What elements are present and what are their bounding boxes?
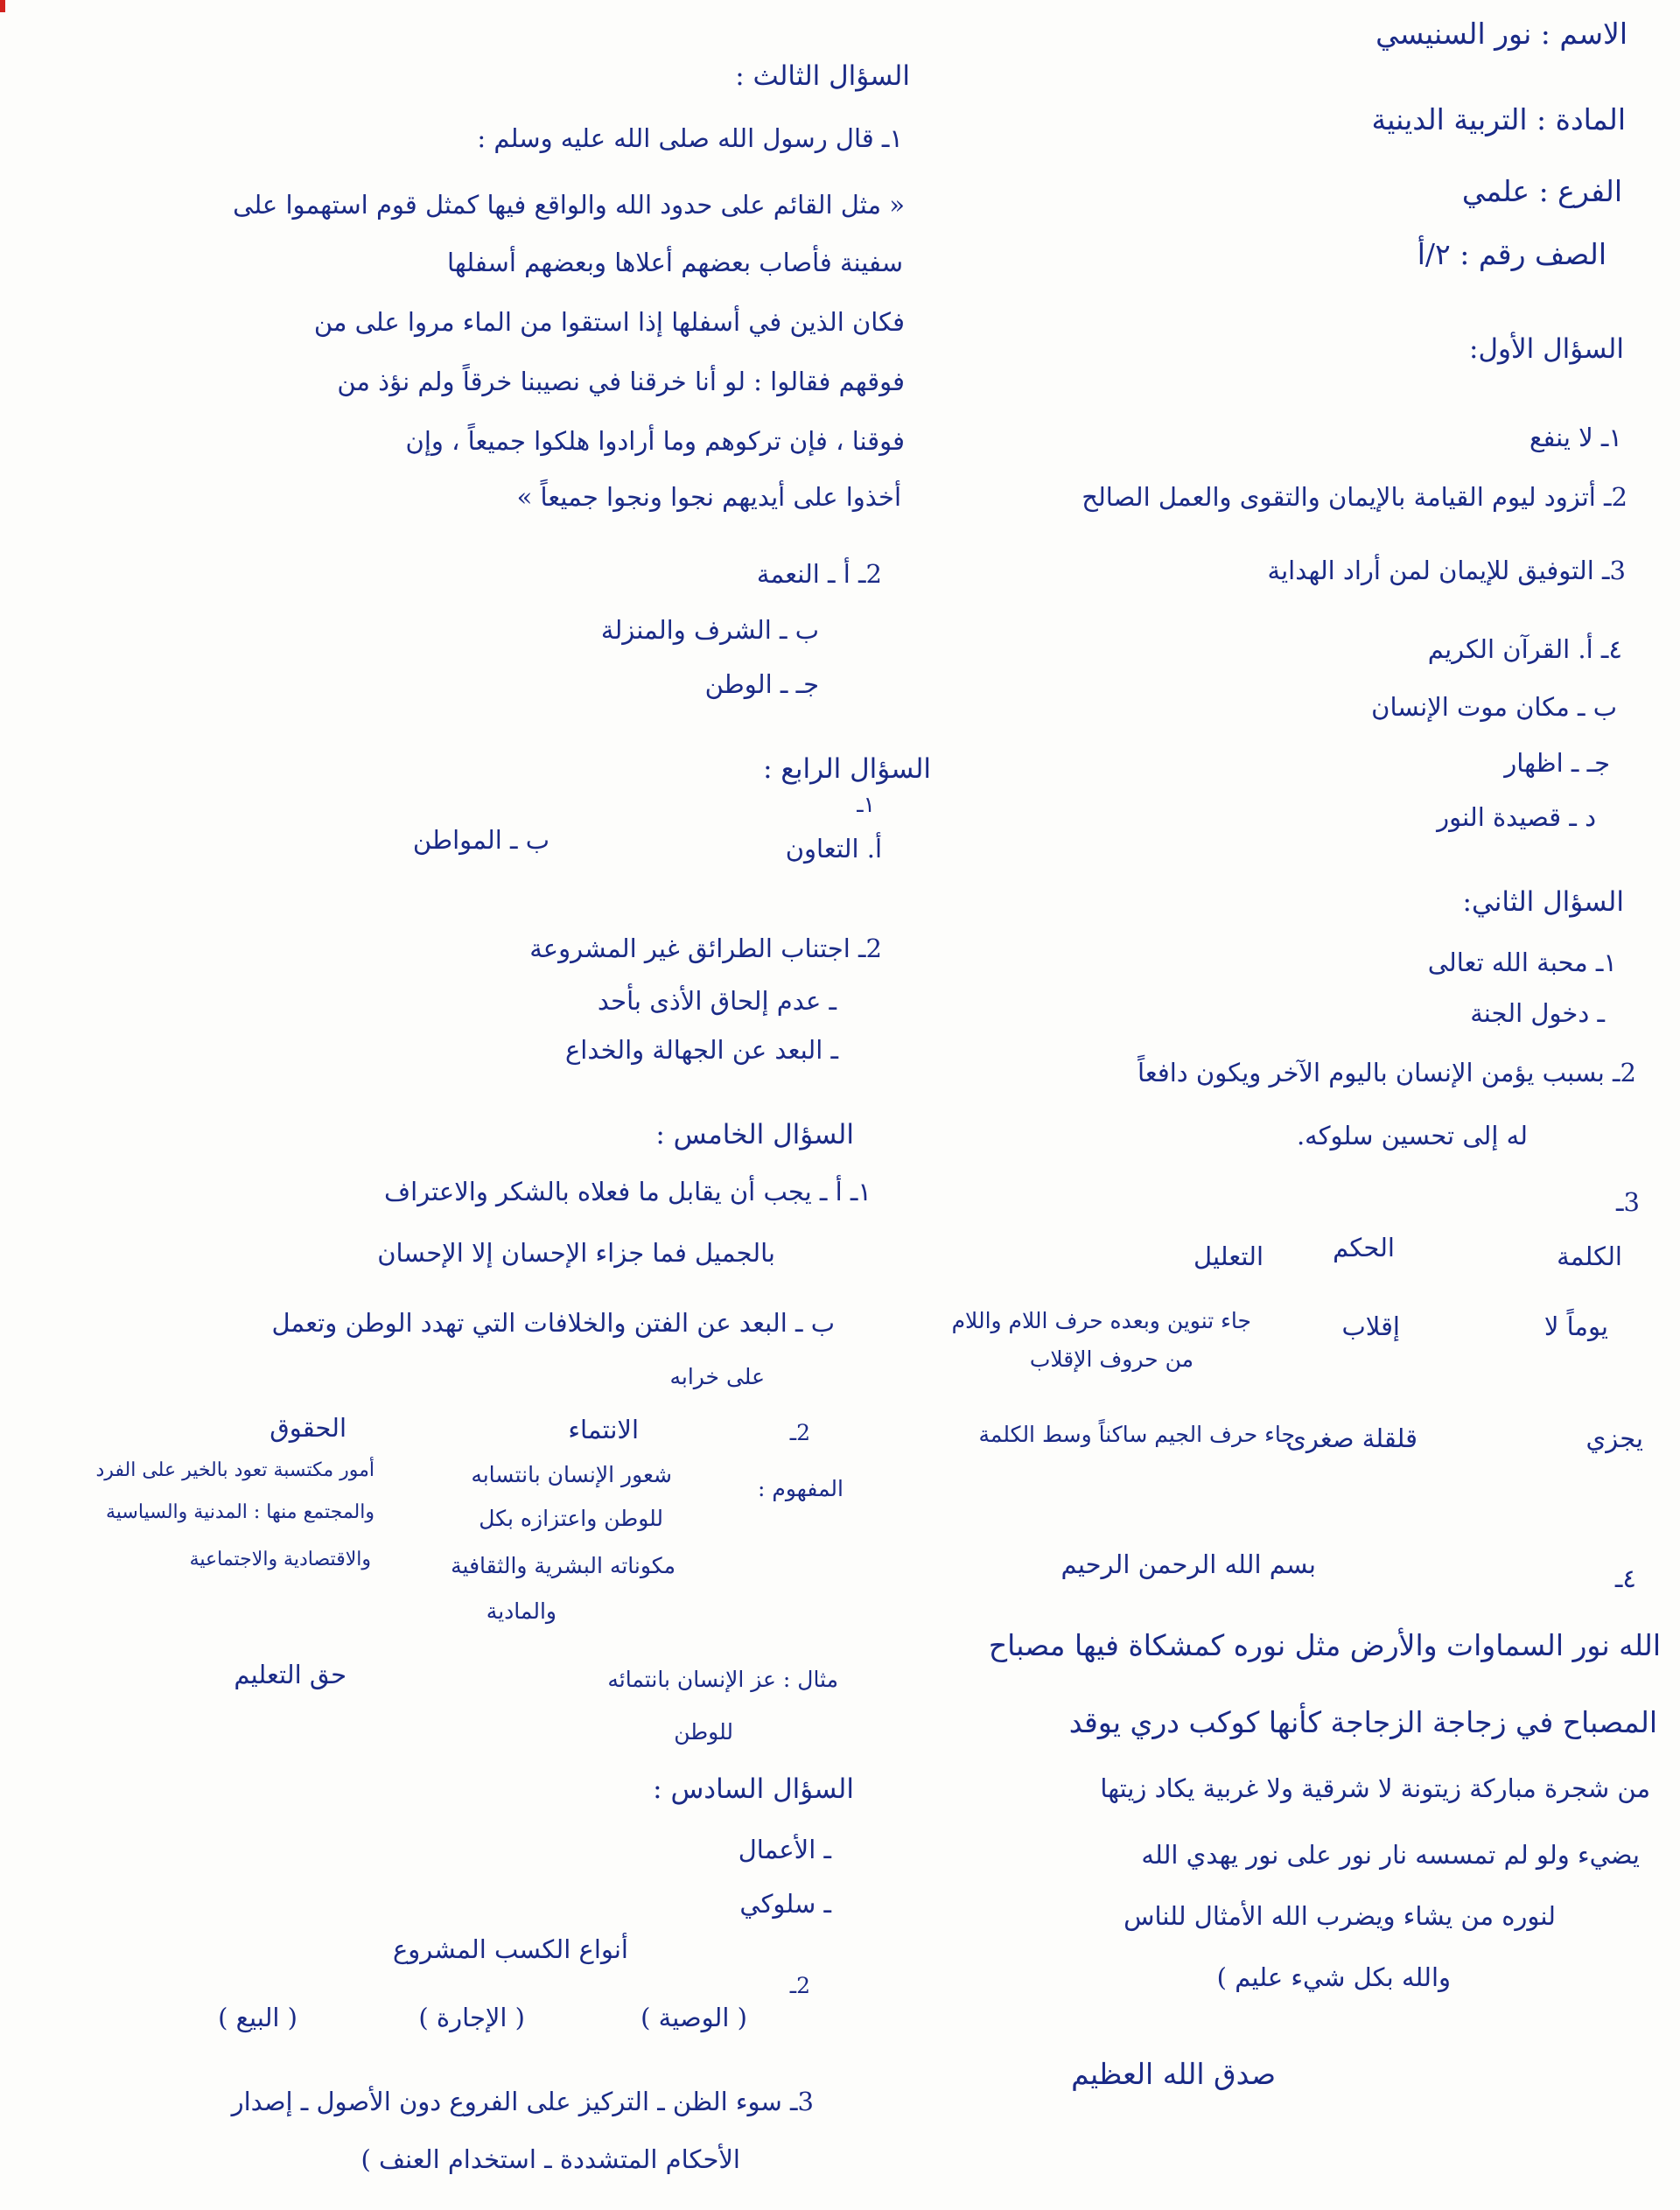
mafhum-label: المفهوم : — [758, 1476, 844, 1501]
mithal-huquq: حق التعليم — [234, 1660, 346, 1689]
mithal-intima-cont: للوطن — [674, 1719, 733, 1745]
hadith-line-5: فوقنا ، فإن تركوهم وما أرادوا هلكوا جميعاً ، وإن — [405, 426, 905, 456]
q2-title: السؤال الثاني: — [1462, 886, 1624, 918]
q5-answer-1b: ب ـ البعد عن الفتن والخلافات التي تهدد الوطن وتعمل — [271, 1308, 835, 1338]
table-row2-word: يجزي — [1586, 1423, 1643, 1453]
grade-line: الصف رقم : ٢/أ — [1417, 237, 1606, 271]
verse-line-6: والله بكل شيء عليم ) — [1216, 1962, 1451, 1992]
verse-line-3: من شجرة مباركة زيتونة لا شرقية ولا غربية يكاد زيتها — [1100, 1773, 1650, 1803]
q5-answer-2-number: 2ـ — [789, 1420, 810, 1445]
q4-answer-1a: أ. التعاون — [785, 834, 882, 864]
q4-answer-1b: ب ـ المواطن — [412, 825, 550, 855]
q2-answer-3-number: 3ـ — [1616, 1187, 1640, 1217]
intima-def-4: والمادية — [486, 1598, 556, 1624]
hadith-line-2: سفينة فأصاب بعضهم أعلاها وبعضهم أسفلها — [447, 248, 903, 277]
mithal-intima: مثال : عز الإنسان بانتمائه — [607, 1667, 838, 1692]
table-header-rule: الحكم — [1333, 1233, 1395, 1262]
hadith-line-4: فوقهم فقالوا : لو أنا خرقنا في نصيبنا خرقاً ولم نؤذ من — [337, 367, 905, 396]
q1-answer-4c: جـ ـ اظهار — [1504, 748, 1610, 778]
table-row2-rule: قلقلة صغرى — [1286, 1423, 1418, 1453]
verse-line-1: الله نور السماوات والأرض مثل نوره كمشكاة فيها مصباح — [988, 1628, 1661, 1662]
q5-title: السؤال الخامس : — [655, 1119, 854, 1150]
q5-answer-1a-cont: بالجميل فما جزاء الإحسان إلا الإحسان — [377, 1238, 775, 1268]
q2-answer-1b: ـ دخول الجنة — [1470, 998, 1605, 1028]
hadith-line-3: فكان الذين في أسفلها إذا استقوا من الماء مروا على من — [313, 307, 905, 337]
q3-answer-2c: جـ ـ الوطن — [704, 669, 819, 699]
huquq-def-2: والمجتمع منها : المدنية والسياسية — [106, 1501, 374, 1523]
table-row1-word: يوماً لا — [1544, 1311, 1608, 1341]
hadith-line-6: أخذوا على أيديهم نجوا ونجوا جميعاً » — [516, 482, 901, 512]
huquq-def-1: أمور مكتسبة تعود بالخير على الفرد — [95, 1459, 374, 1481]
q4-answer-1-number: ١ـ — [857, 792, 875, 817]
table-row1-reason: جاء تنوين وبعده حرف اللام واللام — [951, 1308, 1251, 1333]
student-name: الاسم : نور السنيسي — [1376, 17, 1628, 51]
basmala: بسم الله الرحمن الرحيم — [1060, 1549, 1316, 1579]
q4-answer-2b: ـ عدم إلحاق الأذى بأحد — [597, 986, 836, 1016]
table-col-intima: الانتماء — [568, 1415, 639, 1444]
huquq-def-3: والاقتصادية والاجتماعية — [189, 1549, 371, 1570]
verse-line-5: لنوره من يشاء ويضرب الله الأمثال للناس — [1124, 1901, 1556, 1931]
q6-answer-2-number: 2ـ — [789, 1973, 810, 1998]
q2-answer-2a: 2ـ بسبب يؤمن الإنسان باليوم الآخر ويكون دافعاً — [1138, 1058, 1636, 1088]
q6-answer-1b: ـ سلوكي — [739, 1889, 831, 1919]
q1-title: السؤال الأول: — [1469, 333, 1624, 365]
hadith-line-1: « مثل القائم على حدود الله والواقع فيها كمثل قوم استهموا على — [233, 190, 905, 220]
table-col-huquq: الحقوق — [270, 1413, 346, 1443]
q5-answer-1a: ١ـ أ ـ يجب أن يقابل ما فعلاه بالشكر والاعتراف — [384, 1177, 872, 1206]
table-row1-rule: إقلاب — [1341, 1311, 1400, 1341]
intima-def-2: للوطن واعتزازه بكل — [479, 1506, 663, 1531]
q6-answer-2-bay: ( البيع ) — [218, 2003, 298, 2032]
verse-line-2: المصباح في زجاجة الزجاجة كأنها كوكب دري يوقد — [1068, 1705, 1657, 1739]
q6-answer-2-ijara: ( الإجارة ) — [418, 2003, 525, 2032]
intima-def-1: شعور الإنسان بانتسابه — [471, 1462, 672, 1487]
branch-line: الفرع : علمي — [1461, 174, 1622, 208]
q6-title: السؤال السادس : — [653, 1773, 854, 1805]
q6-answer-3-cont: الأحكام المتشددة ـ استخدام العنف ) — [360, 2144, 740, 2174]
q1-answer-4d: د ـ قصيدة النور — [1437, 802, 1596, 832]
q1-answer-1: ١ـ لا ينفع — [1530, 423, 1622, 452]
table-row2-reason: جاء حرف الجيم ساكناً وسط الكلمة — [978, 1422, 1295, 1447]
table-header-word: الكلمة — [1557, 1241, 1622, 1271]
q3-answer-2b: ب ـ الشرف والمنزلة — [600, 615, 819, 645]
verse-line-4: يضيء ولو لم تمسسه نار نور على نور يهدي الله — [1141, 1840, 1640, 1870]
q6-answer-2-wasiya: ( الوصية ) — [640, 2003, 747, 2032]
q6-answer-3: 3ـ سوء الظن ـ التركيز على الفروع دون الأصول ـ إصدار — [231, 2087, 814, 2116]
q1-answer-4a: ٤ـ أ. القرآن الكريم — [1427, 634, 1622, 664]
subject-line: المادة : التربية الدينية — [1371, 102, 1626, 136]
q3-answer-1: ١ـ قال رسول الله صلى الله عليه وسلم : — [477, 123, 903, 153]
q2-answer-1a: ١ـ محبة الله تعالى — [1427, 948, 1617, 977]
intima-def-3: مكوناته البشرية والثقافية — [451, 1553, 676, 1578]
q1-answer-2: 2ـ أتزود ليوم القيامة بالإيمان والتقوى والعمل الصالح — [1082, 482, 1628, 512]
q5-answer-1b-cont: على خرابه — [669, 1364, 765, 1389]
q-verse-number: ٤ـ — [1614, 1563, 1636, 1593]
q4-answer-2c: ـ البعد عن الجهالة والخداع — [564, 1035, 838, 1065]
q1-answer-3: 3ـ التوفيق للإيمان لمن أراد الهداية — [1267, 556, 1626, 585]
q6-answer-1a: ـ الأعمال — [738, 1835, 831, 1864]
q1-answer-4b: ب ـ مكان موت الإنسان — [1371, 692, 1617, 722]
q3-title: السؤال الثالث : — [735, 60, 910, 92]
q2-answer-2b: له إلى تحسين سلوكه. — [1296, 1121, 1528, 1150]
q3-answer-2a: 2ـ أ ـ النعمة — [756, 559, 882, 589]
q4-title: السؤال الرابع : — [763, 753, 931, 785]
sadaqa-line: صدق الله العظيم — [1071, 2057, 1276, 2091]
table-row1-reason-cont: من حروف الإقلاب — [1029, 1346, 1194, 1372]
q6-answer-2-title: أنواع الكسب المشروع — [392, 1934, 628, 1964]
table-header-reason: التعليل — [1194, 1241, 1264, 1271]
q4-answer-2: 2ـ اجتناب الطرائق غير المشروعة — [529, 934, 882, 963]
